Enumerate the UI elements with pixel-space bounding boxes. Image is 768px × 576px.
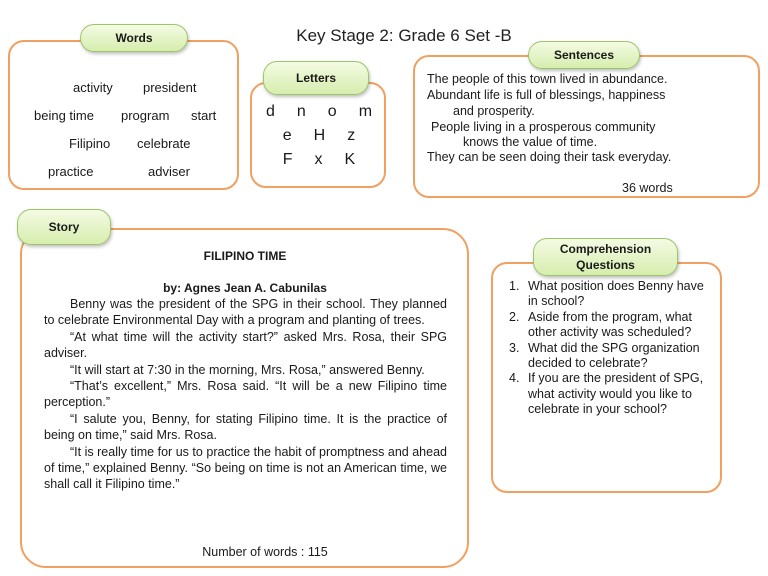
- story-author: by: Agnes Jean A. Cabunilas: [163, 281, 327, 295]
- question-text: What position does Benny have in school?: [528, 279, 704, 309]
- question-item: [500, 279, 710, 310]
- word-item: being time: [34, 108, 94, 123]
- sentence-word-count: 36 words: [622, 181, 673, 195]
- story-body: [44, 296, 447, 493]
- letter: F: [282, 151, 293, 168]
- sentence-line: People living in a prosperous community: [431, 120, 656, 134]
- story-paragraph: “It will start at 7:30 in the morning, Mrs. Rosa,” answered Benny.: [70, 362, 425, 377]
- letter: K: [344, 151, 356, 168]
- sentence-line: knows the value of time.: [463, 135, 598, 149]
- question-text: If you are the president of SPG, what activity would you like to celebrate in your school?: [528, 371, 704, 417]
- question-item: [500, 341, 710, 372]
- letter: d: [265, 103, 275, 120]
- question-number: 3.: [509, 340, 520, 355]
- story-paragraph: “That’s excellent,” Mrs. Rosa said. “It will be a new Filipino time perception.”: [44, 379, 447, 410]
- sentences-label: Sentences: [528, 41, 640, 69]
- story-label: Story: [17, 209, 111, 245]
- story-word-count: Number of words : 115: [202, 545, 328, 559]
- word-item: practice: [48, 164, 94, 179]
- letter: x: [314, 151, 323, 168]
- word-item: program: [121, 108, 170, 123]
- letter: e: [282, 127, 292, 144]
- question-item: [500, 371, 710, 417]
- letter-row: [254, 151, 384, 169]
- question-text: Aside from the program, what other activity was scheduled?: [528, 309, 692, 340]
- word-item: activity: [73, 80, 113, 95]
- letter: H: [313, 127, 326, 144]
- questions-label: Comprehension Questions: [533, 238, 678, 276]
- question-item: [500, 310, 710, 341]
- page-title: Key Stage 2: Grade 6 Set -B: [296, 26, 512, 45]
- question-number: 1.: [509, 279, 520, 293]
- word-item: president: [143, 80, 197, 95]
- sentence-line: and prosperity.: [453, 104, 535, 118]
- letter: m: [358, 103, 373, 120]
- word-item: adviser: [148, 164, 190, 179]
- story-paragraph: Benny was the president of the SPG in their school. They planned to celebrate Environmental Day with a program and planting of trees.: [44, 297, 447, 328]
- story-title: FILIPINO TIME: [203, 249, 287, 263]
- question-number: 2.: [509, 309, 520, 324]
- word-item: start: [191, 108, 217, 123]
- questions-list: [500, 279, 710, 418]
- words-label: Words: [80, 24, 188, 52]
- question-text: What did the SPG organization decided to celebrate?: [528, 340, 700, 371]
- letters-label: Letters: [263, 61, 369, 95]
- word-item: Filipino: [69, 136, 111, 151]
- story-paragraph: “At what time will the activity start?” asked Mrs. Rosa, their SPG adviser.: [44, 329, 447, 361]
- letter: o: [327, 103, 337, 120]
- story-paragraph: “It is really time for us to practice the habit of promptness and ahead of time,” explained Benny. “So being on time is not an American time, we shall call it Filipino time.”: [44, 444, 447, 492]
- word-item: celebrate: [137, 136, 191, 151]
- sentence-line: They can be seen doing their task everyday.: [427, 150, 672, 164]
- letter: n: [296, 103, 306, 120]
- question-number: 4.: [509, 371, 520, 386]
- sentence-line: The people of this town lived in abundance.: [427, 72, 668, 86]
- letter-row: [254, 127, 384, 145]
- letter: z: [347, 127, 356, 144]
- story-paragraph: “I salute you, Benny, for stating Filipino time. It is the practice of being on time,” said Mrs. Rosa.: [44, 411, 447, 443]
- sentence-line: Abundant life is full of blessings, happiness: [427, 88, 666, 102]
- letter-row: [254, 103, 384, 121]
